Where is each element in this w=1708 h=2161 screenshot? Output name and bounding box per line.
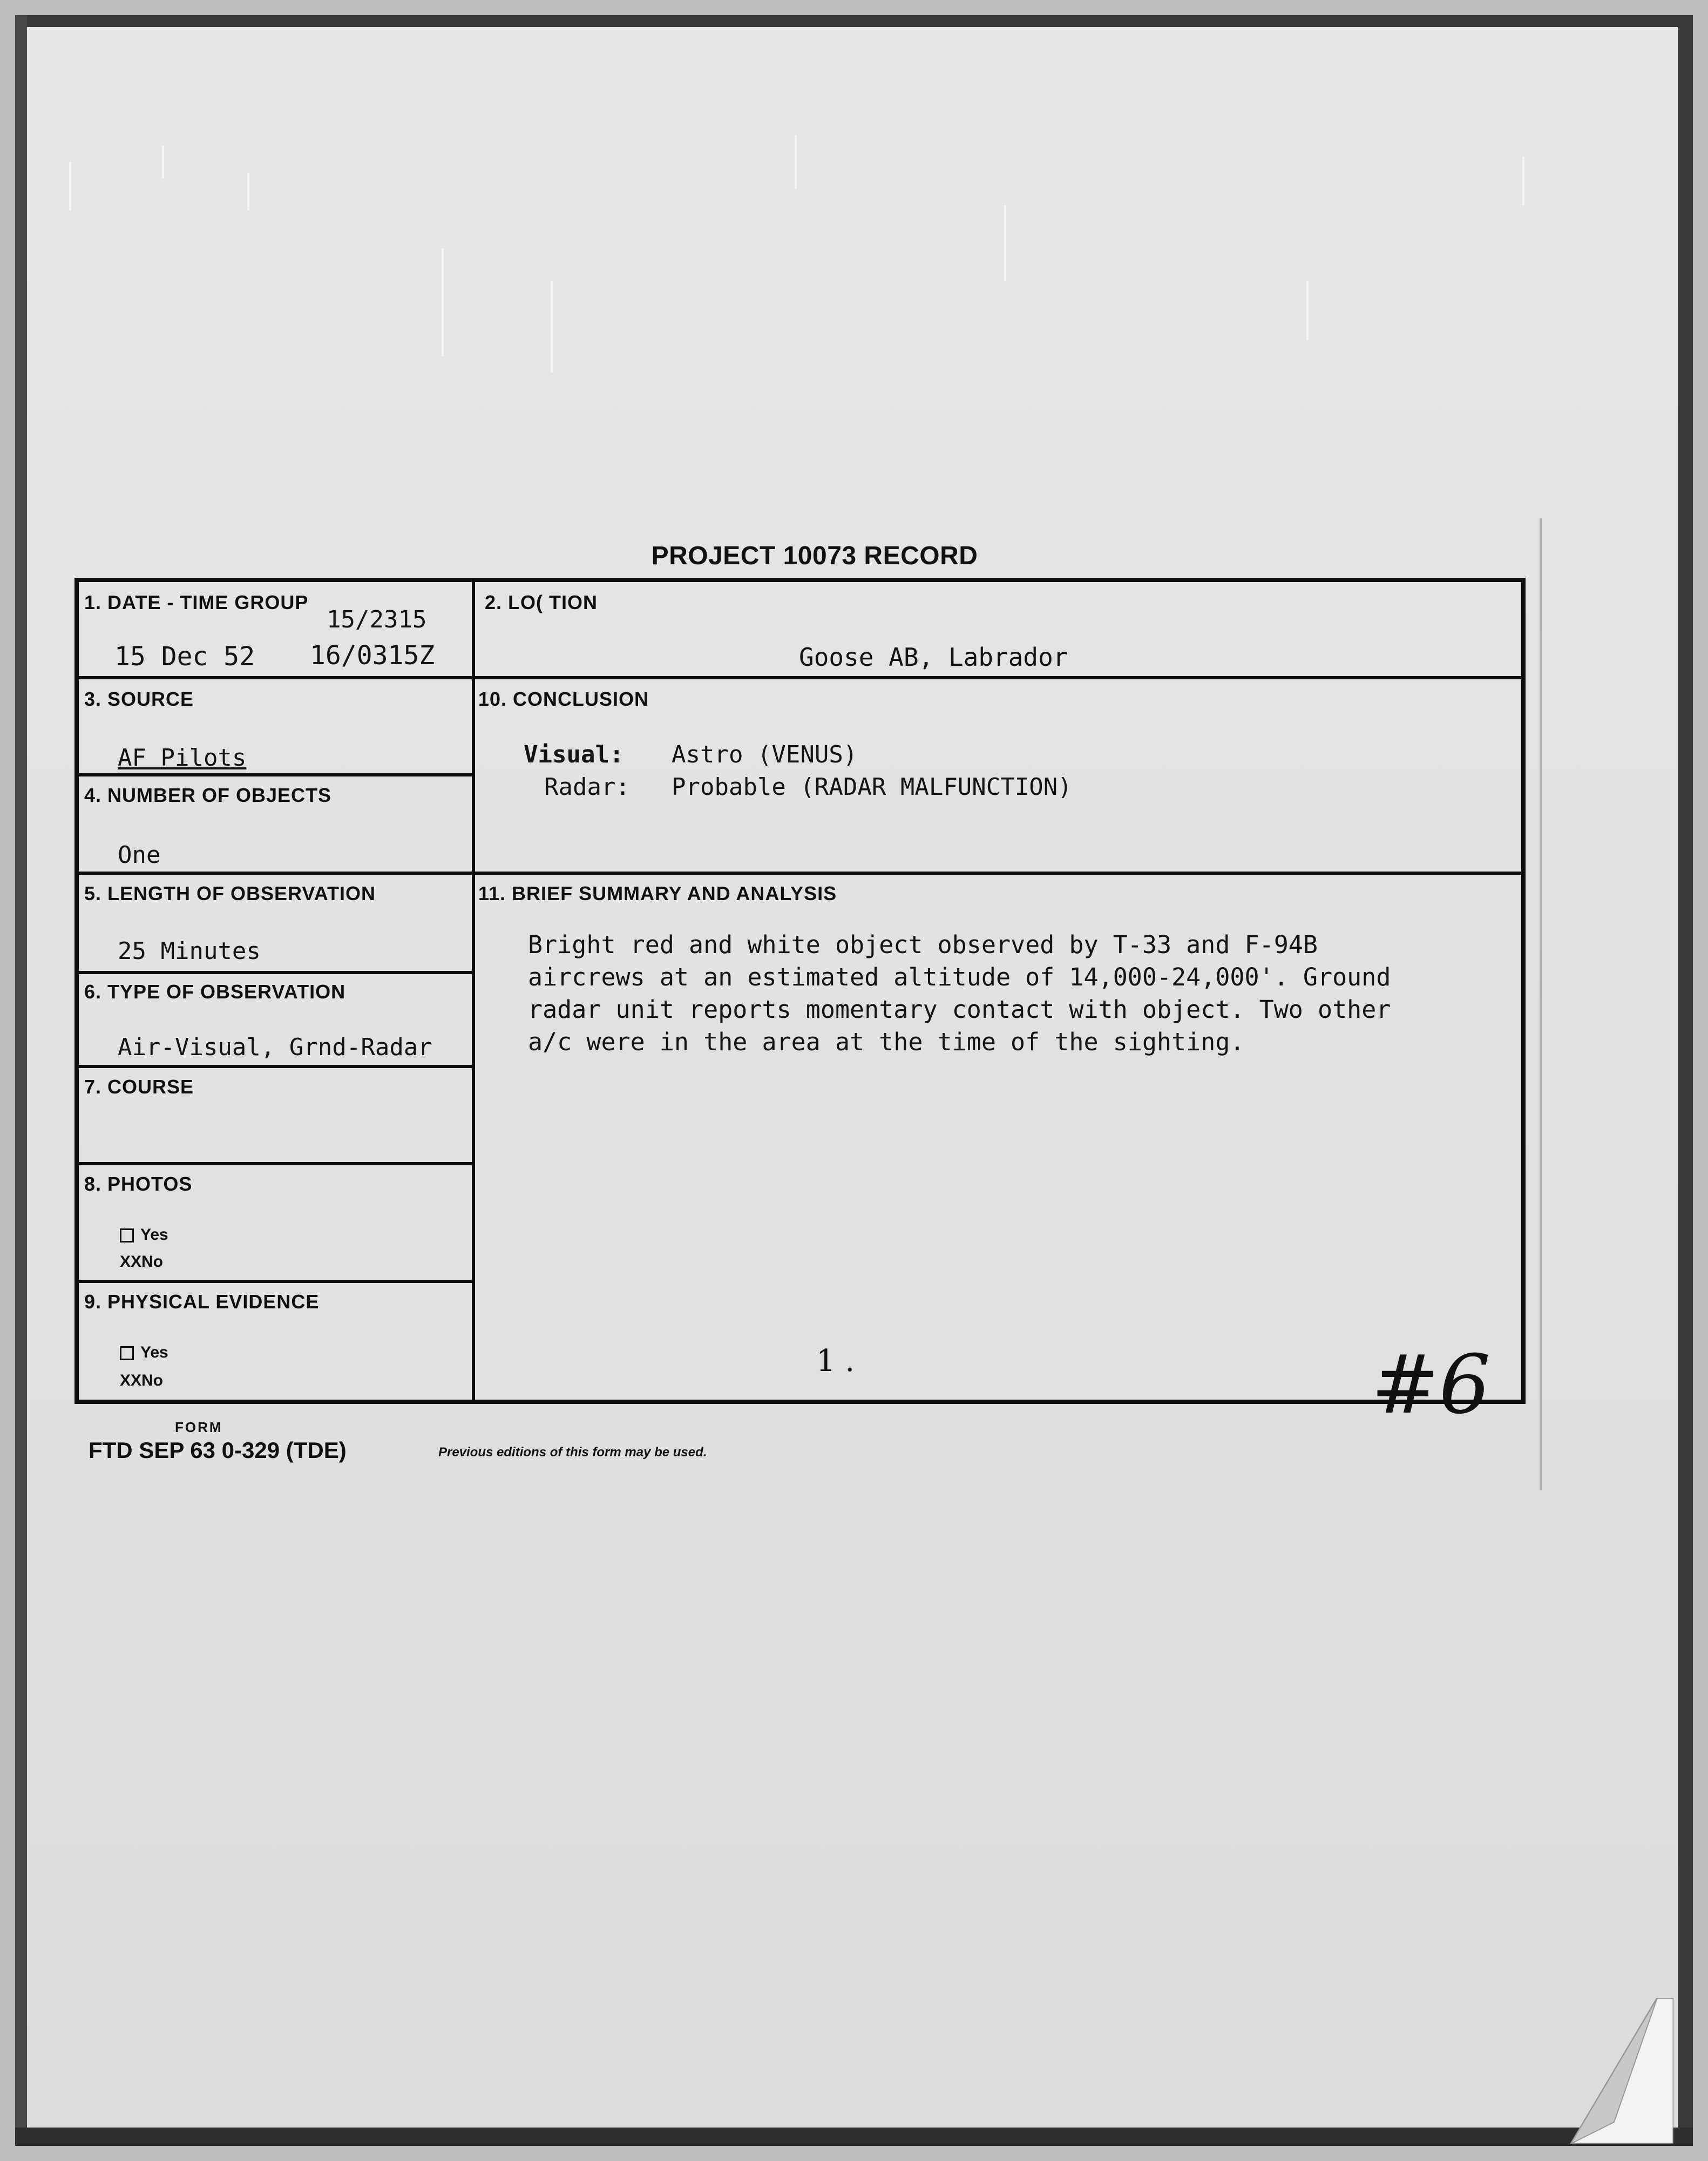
scan-border-left [15,15,27,2146]
summary-line: aircrews at an estimated altitude of 14,000-24,000'. Ground [528,963,1391,991]
summary-line: Bright red and white object observed by T-33 and F-94B [528,930,1318,959]
scan-streak [1522,157,1524,205]
type-of-observation-value: Air-Visual, Grnd-Radar [118,1034,432,1061]
conclusion-label: 10. CONCLUSION [478,688,649,710]
conclusion-radar-label: Radar: [544,773,630,801]
footer-form-word: FORM [175,1419,223,1435]
photos-no-label: XXNo [120,1253,164,1271]
summary-text [528,929,1510,1058]
type-of-observation-label: 6. TYPE OF OBSERVATION [84,981,346,1003]
scan-vertical-line [1540,518,1542,1490]
scan-streak [1004,205,1006,281]
left-row-divider [76,1280,473,1283]
physical-evidence-no-label: XXNo [120,1372,164,1389]
row-divider [76,872,1524,875]
summary-line: radar unit reports momentary contact with object. Two other [528,995,1391,1024]
form-title: PROJECT 10073 RECORD [651,542,978,570]
time-zulu-value: 16/0315Z [310,640,435,671]
photos-yes-label: Yes [140,1226,168,1244]
left-row-divider [76,1162,473,1165]
course-label: 7. COURSE [84,1076,194,1098]
date-value: 15 Dec 52 [114,641,255,672]
location-value: Goose AB, Labrador [799,643,1068,672]
scan-border-right [1678,15,1693,2146]
physical-evidence-yes-option [120,1343,168,1362]
scan-border-top [15,15,1693,27]
left-row-divider [76,1065,473,1068]
footer-note: Previous editions of this form may be used. [438,1445,707,1460]
left-row-divider [76,773,473,776]
source-value: AF Pilots [118,744,247,772]
checkbox-icon [120,1346,134,1360]
conclusion-visual-value: Astro (VENUS) [672,741,858,768]
scan-streak [162,146,164,178]
length-of-observation-label: 5. LENGTH OF OBSERVATION [84,882,376,904]
conclusion-visual-label: Visual: [524,741,624,768]
scan-streak [1306,281,1309,340]
summary-label: 11. BRIEF SUMMARY AND ANALYSIS [478,882,837,904]
checkbox-icon [120,1228,134,1242]
photos-label: 8. PHOTOS [84,1173,193,1195]
physical-evidence-no-option [120,1372,163,1390]
handwritten-number: #6 [1371,1338,1491,1432]
stray-mark: 1 . [816,1343,855,1379]
length-of-observation-value: 25 Minutes [118,937,261,965]
left-row-divider [76,971,473,974]
time-local-value: 15/2315 [327,606,427,633]
scan-streak [247,173,249,211]
physical-evidence-label: 9. PHYSICAL EVIDENCE [84,1291,320,1313]
conclusion-radar-value: Probable (RADAR MALFUNCTION) [672,773,1072,801]
number-of-objects-label: 4. NUMBER OF OBJECTS [84,784,332,806]
folded-corner-graphic [1555,1998,1673,2144]
photos-no-option [120,1253,163,1271]
scan-border-bottom [15,2128,1693,2146]
footer-form-id: FTD SEP 63 0-329 (TDE) [89,1437,347,1463]
source-label: 3. SOURCE [84,688,194,710]
scan-streak [551,281,553,373]
row-divider [76,676,1524,679]
date-time-label: 1. DATE - TIME GROUP [84,591,309,613]
summary-line: a/c were in the area at the time of the sighting. [528,1028,1245,1056]
number-of-objects-value: One [118,841,161,869]
scan-streak [69,162,71,211]
photos-yes-option [120,1226,168,1244]
physical-evidence-yes-label: Yes [140,1343,168,1361]
scan-streak [442,248,444,356]
location-label: 2. LO( TION [485,591,598,613]
column-divider [472,579,475,1402]
scan-streak [795,135,797,189]
